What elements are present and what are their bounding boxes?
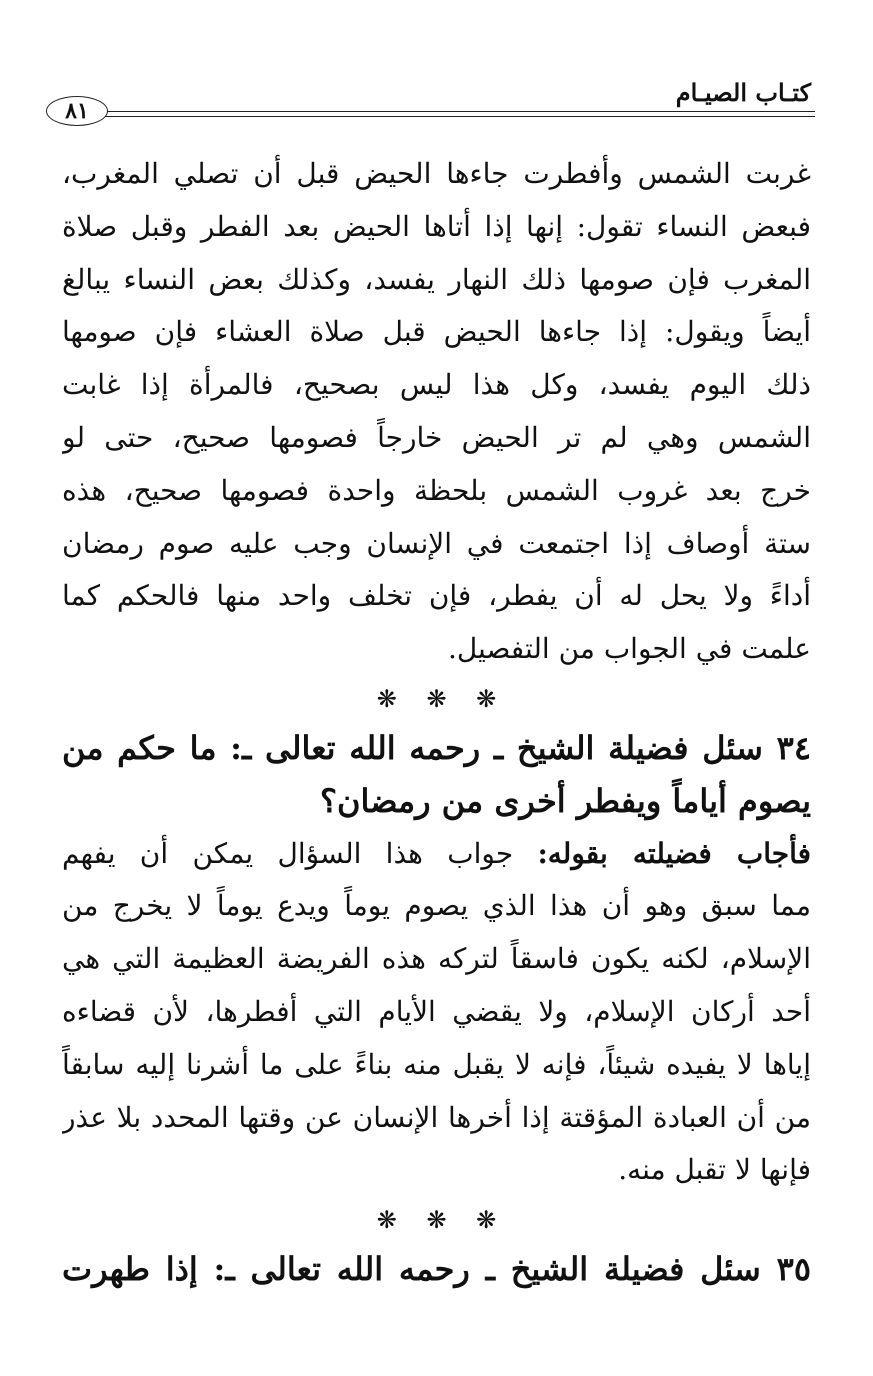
header-rule	[100, 109, 815, 123]
text-line: ذلك اليوم يفسد، وكل هذا ليس بصحيح، فالمرأة إذا غابت	[62, 368, 811, 402]
question-line: ٣٥ سئل فضيلة الشيخ ـ رحمه الله تعالى ـ: إذا طهرت	[62, 1250, 811, 1289]
text-line: خرج بعد غروب الشمس بلحظة واحدة فصومها صحيح، هذه	[62, 473, 811, 507]
answer-34	[62, 828, 811, 1198]
question-34	[62, 722, 811, 828]
answer-first-line: جواب هذا السؤال يمكن أن يفهم	[62, 836, 538, 870]
text-line: ستة أوصاف إذا اجتمعت في الإنسان وجب عليه صوم رمضان	[62, 526, 811, 560]
text-line: المغرب فإن صومها ذلك النهار يفسد، وكذلك بعض النساء يبالغ	[62, 262, 811, 296]
text-line: مما سبق وهو أن هذا الذي يصوم يوماً ويدع يوماً لا يخرج من	[62, 889, 811, 923]
text-line	[62, 828, 811, 881]
page-number: ٨١	[46, 96, 108, 126]
question-line: يصوم أياماً ويفطر أخرى من رمضان؟	[319, 781, 811, 820]
text-line: من أن العبادة المؤقتة إذا أخرها الإنسان عن وقتها المحدد بلا عذر	[62, 1100, 811, 1134]
header-rule-line	[100, 116, 815, 117]
section-separator: ❋ ❋ ❋	[376, 1206, 497, 1235]
text-line: أحد أركان الإسلام، ولا يقضي الأيام التي أفطرها، لأن قضاءه	[62, 994, 811, 1028]
text-line: الإسلام، لكنه يكون فاسقاً لتركه هذه الفريضة العظيمة التي هي	[62, 942, 811, 976]
text-line: إياها لا يفيده شيئاً، فإنه لا يقبل منه بناءً على ما أشرنا إليه سابقاً	[62, 1047, 811, 1081]
question-line: ٣٤ سئل فضيلة الشيخ ـ رحمه الله تعالى ـ: ما حكم من	[62, 728, 811, 767]
answer-continuation	[62, 148, 811, 676]
text-line: أداءً ولا يحل له أن يفطر، فإن تخلف واحد منها فالحكم كما	[62, 579, 811, 613]
text-line: غربت الشمس وأفطرت جاءها الحيض قبل أن تصلي المغرب،	[62, 157, 811, 190]
header-rule-line	[100, 111, 815, 112]
question-35	[62, 1243, 811, 1296]
text-line: فإنها لا تقبل منه.	[618, 1153, 811, 1187]
body-text	[62, 148, 811, 1296]
text-line: الشمس وهي لم تر الحيض خارجاً فصومها صحيح، حتى لو	[62, 420, 811, 454]
text-line: علمت في الجواب من التفصيل.	[447, 632, 811, 666]
section-separator: ❋ ❋ ❋	[376, 684, 497, 713]
answer-lead: فأجاب فضيلته بقوله:	[537, 836, 811, 870]
running-header-title: كتـاب الصيـام	[675, 78, 811, 107]
text-line: أيضاً ويقول: إذا جاءها الحيض قبل صلاة العشاء فإن صومها	[62, 315, 811, 349]
text-line: فبعض النساء تقول: إنها إذا أتاها الحيض بعد الفطر وقبل صلاة	[62, 209, 811, 243]
